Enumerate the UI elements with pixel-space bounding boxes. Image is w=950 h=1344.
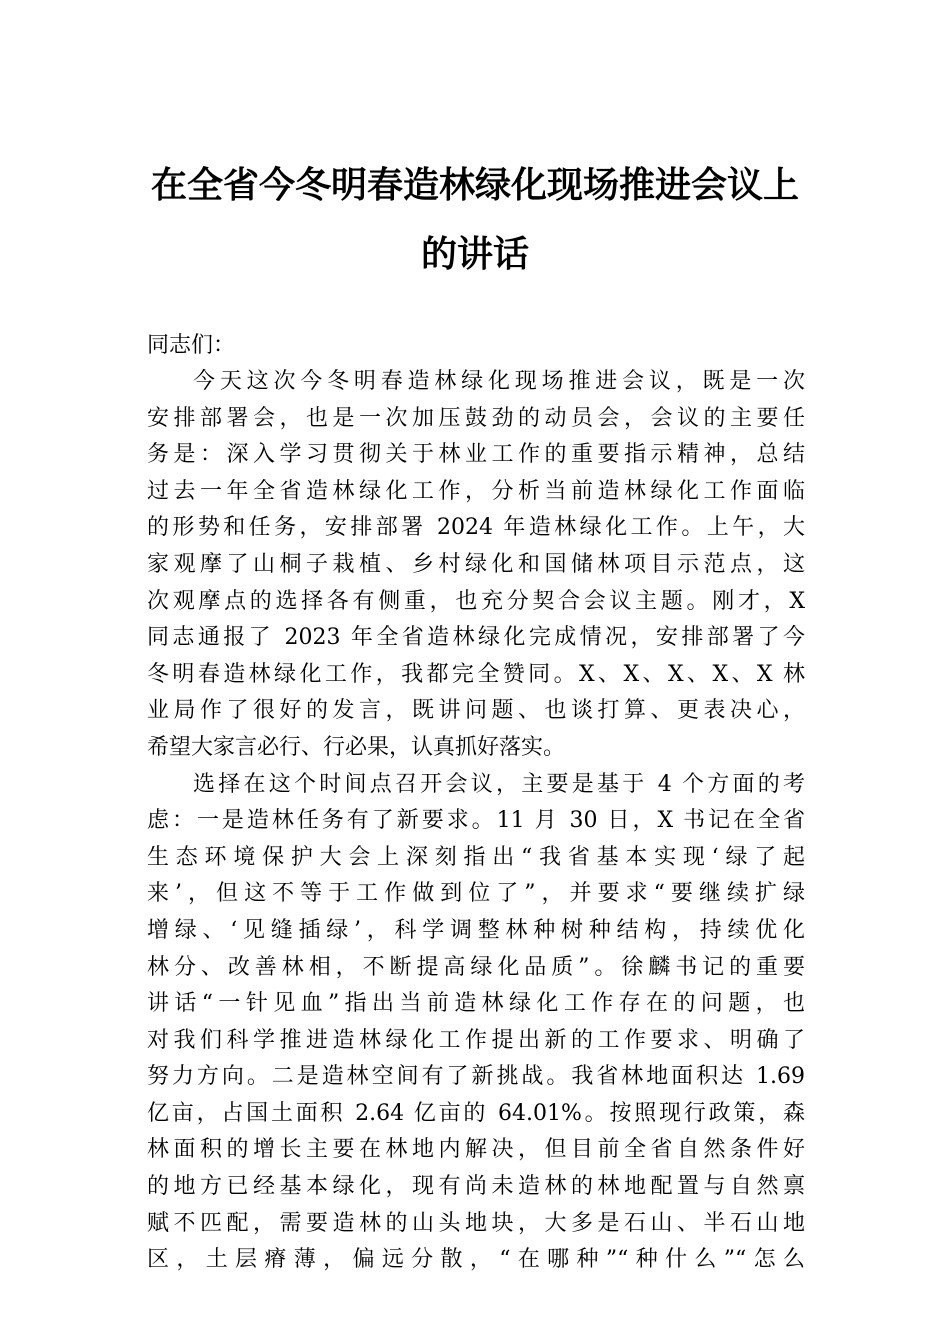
- document-title-line-2: 的讲话: [420, 233, 529, 275]
- paragraph-2-line-8: 对我们科学推进造林绿化工作提出新的工作要求、明确了: [147, 1027, 805, 1053]
- paragraph-1-line-3: 务是：深入学习贯彻关于林业工作的重要指示精神，总结: [147, 442, 805, 468]
- paragraph-2-line-12: 的地方已经基本绿化，现有尚未造林的林地配置与自然禀: [147, 1174, 805, 1200]
- paragraph-1-line-5: 的形势和任务，安排部署 2024 年造林绿化工作。上午，大: [147, 515, 805, 541]
- paragraph-1-line-9: 冬明春造林绿化工作，我都完全赞同。X、X、X、X、X 林: [147, 661, 805, 687]
- paragraph-2-line-9: 努力方向。二是造林空间有了新挑战。我省林地面积达 1.69: [147, 1064, 805, 1090]
- paragraph-1-line-11: 希望大家言必行、行必果，认真抓好落实。: [147, 734, 566, 760]
- paragraph-2-line-2: 虑：一是造林任务有了新要求。11 月 30 日，X 书记在全省: [147, 808, 805, 834]
- paragraph-2-line-11: 林面积的增长主要在林地内解决，但目前全省自然条件好: [147, 1137, 805, 1163]
- body-text: [147, 364, 805, 1279]
- paragraph-1-line-7: 次观摩点的选择各有侧重，也充分契合会议主题。刚才，X: [147, 588, 805, 614]
- paragraph-1-line-4: 过去一年全省造林绿化工作，分析当前造林绿化工作面临: [147, 478, 805, 504]
- paragraph-1-line-8: 同志通报了 2023 年全省造林绿化完成情况，安排部署了今: [147, 625, 805, 651]
- paragraph-2-line-4: 来’，但这不等于工作做到位了”，并要求“要继续扩绿: [147, 881, 805, 907]
- paragraph-2-line-14: 区，土层瘠薄，偏远分散，“在哪种”“种什么”“怎么: [147, 1247, 805, 1273]
- document-title-line-1: 在全省今冬明春造林绿化现场推进会议上: [150, 164, 799, 206]
- paragraph-1-line-1: 今天这次今冬明春造林绿化现场推进会议，既是一次: [193, 369, 805, 394]
- paragraph-1-line-6: 家观摩了山桐子栽植、乡村绿化和国储林项目示范点，这: [147, 551, 805, 577]
- paragraph-2-line-7: 讲话“一针见血”指出当前造林绿化工作存在的问题，也: [147, 991, 805, 1017]
- paragraph-2-line-10: 亿亩，占国土面积 2.64 亿亩的 64.01%。按照现行政策，森: [147, 1100, 805, 1126]
- paragraph-2-line-5: 增绿、‘见缝插绿’，科学调整林种树种结构，持续优化: [147, 917, 805, 943]
- paragraph-1-line-10: 业局作了很好的发言，既讲问题、也谈打算、更表决心，: [147, 698, 805, 724]
- paragraph-2-line-3: 生态环境保护大会上深刻指出“我省基本实现‘绿了起: [147, 844, 805, 870]
- paragraph-2-line-1: 选择在这个时间点召开会议，主要是基于 4 个方面的考: [193, 771, 805, 797]
- paragraph-2-line-13: 赋不匹配，需要造林的山头地块，大多是石山、半石山地: [147, 1210, 805, 1236]
- salutation: 同志们：: [147, 333, 236, 358]
- paragraph-1-line-2: 安排部署会，也是一次加压鼓劲的动员会，会议的主要任: [147, 405, 805, 431]
- paragraph-2-line-6: 林分、改善林相，不断提高绿化品质”。徐麟书记的重要: [147, 954, 805, 980]
